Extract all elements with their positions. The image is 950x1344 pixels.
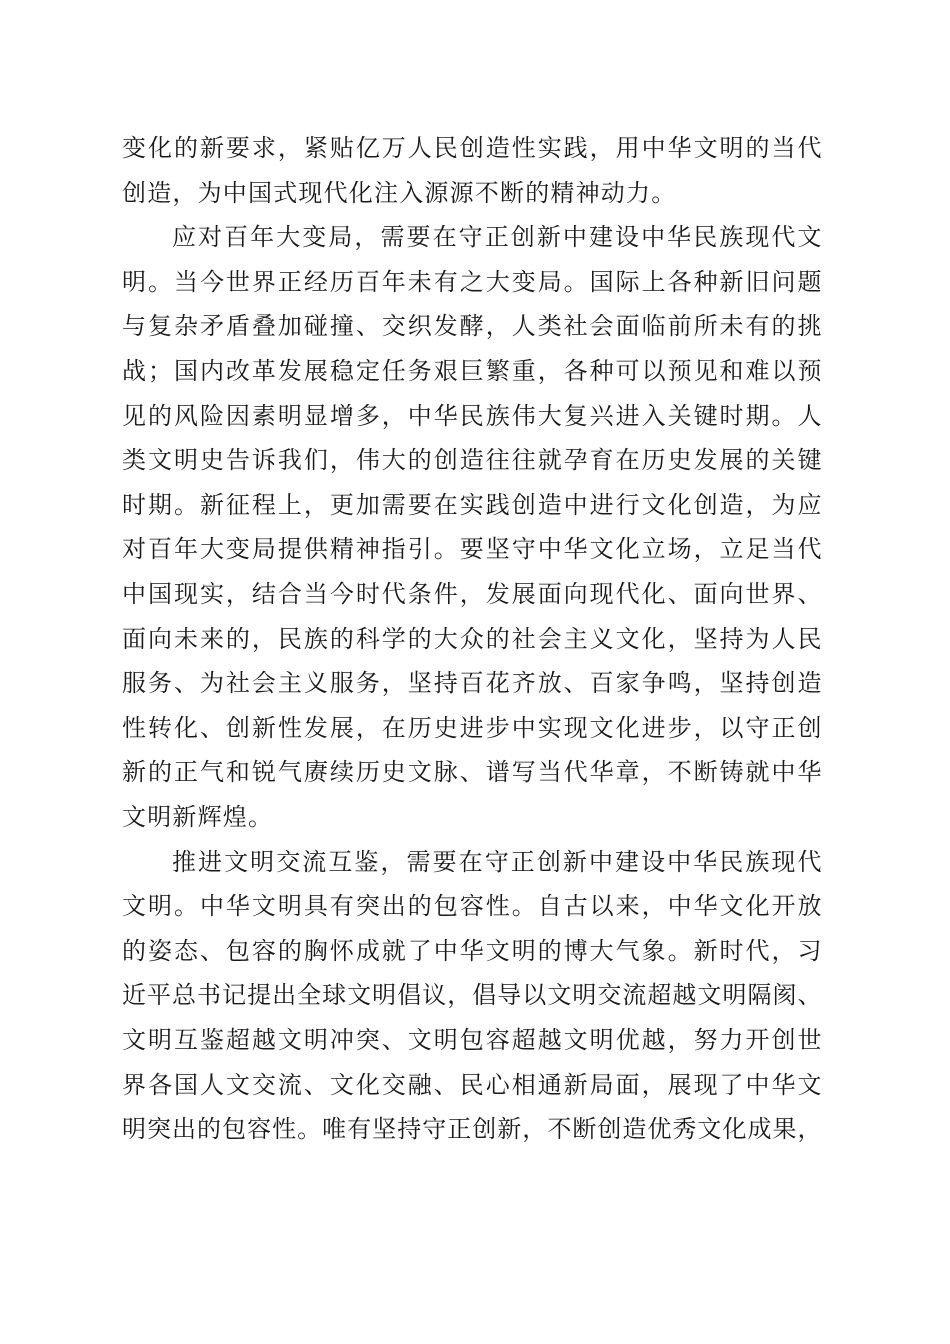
paragraph-3-line: 文明互鉴超越文明冲突、文明包容超越文明优越，努力开创世 (122, 1026, 822, 1054)
paragraph-2-line: 新的正气和锐气赓续历史文脉、谱写当代华章，不断铸就中华 (122, 758, 822, 787)
paragraph-3-line: 的姿态、包容的胸怀成就了中华文明的博大气象。新时代，习 (122, 936, 822, 965)
paragraph-2-line: 时期。新征程上，更加需要在实践创造中进行文化创造，为应 (122, 490, 822, 519)
paragraph-2-line: 类文明史告诉我们，伟大的创造往往就孕育在历史发展的关键 (122, 446, 822, 475)
paragraph-2-line: 对百年大变局提供精神指引。要坚守中华文化立场，立足当代 (122, 535, 822, 564)
paragraph-2-line: 战；国内改革发展稳定任务艰巨繁重，各种可以预见和难以预 (122, 357, 822, 385)
paragraph-1-line: 变化的新要求，紧贴亿万人民创造性实践，用中华文明的当代 (122, 134, 822, 162)
paragraph-2-line: 中国现实，结合当今时代条件，发展面向现代化、面向世界、 (122, 580, 822, 608)
paragraph-2-line: 服务、为社会主义服务，坚持百花齐放、百家争鸣，坚持创造 (122, 669, 822, 698)
paragraph-2-line: 性转化、创新性发展，在历史进步中实现文化进步，以守正创 (122, 713, 822, 742)
paragraph-3-line: 明突出的包容性。唯有坚持守正创新，不断创造优秀文化成果， (122, 1115, 822, 1144)
paragraph-2-line: 与复杂矛盾叠加碰撞、交织发酵，人类社会面临前所未有的挑 (122, 312, 822, 341)
paragraph-3-line: 界各国人文交流、文化交融、民心相通新局面，展现了中华文 (122, 1070, 822, 1099)
paragraph-2-line: 文明新辉煌。 (122, 803, 274, 831)
paragraph-2-line: 应对百年大变局，需要在守正创新中建设中华民族现代文 (172, 223, 822, 252)
paragraph-3-line: 推进文明交流互鉴，需要在守正创新中建设中华民族现代 (172, 847, 822, 876)
paragraph-2-line: 明。当今世界正经历百年未有之大变局。国际上各种新旧问题 (122, 267, 822, 296)
paragraph-2-line: 面向未来的，民族的科学的大众的社会主义文化，坚持为人民 (122, 624, 822, 653)
paragraph-2-line: 见的风险因素明显增多，中华民族伟大复兴进入关键时期。人 (122, 401, 822, 430)
paragraph-3-line: 文明。中华文明具有突出的包容性。自古以来，中华文化开放 (122, 892, 822, 921)
paragraph-3-line: 近平总书记提出全球文明倡议，倡导以文明交流超越文明隔阂、 (122, 981, 822, 1010)
paragraph-1-line: 创造，为中国式现代化注入源源不断的精神动力。 (122, 178, 677, 207)
